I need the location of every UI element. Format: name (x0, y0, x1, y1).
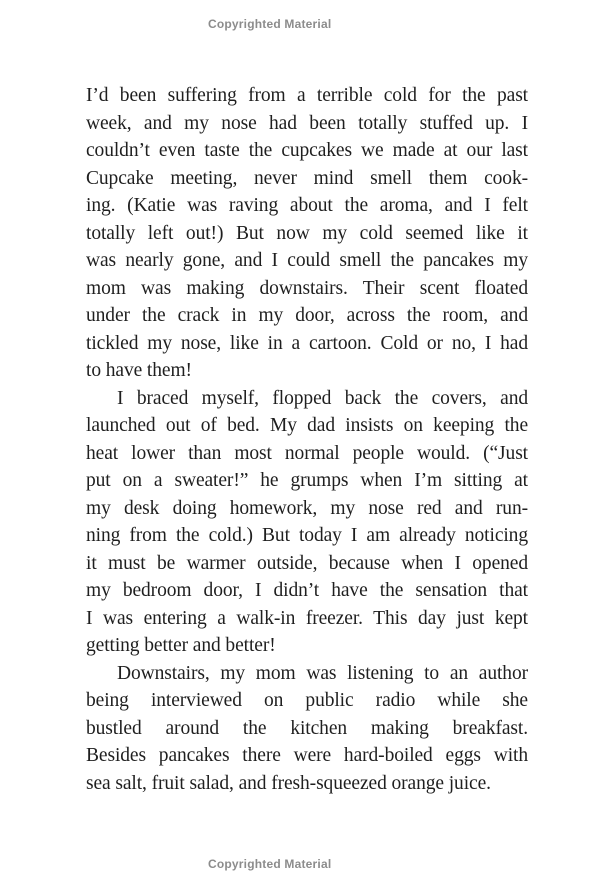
text-line: I was entering a walk-in freezer. This day just kept (86, 607, 528, 629)
text-line: being interviewed on public radio while she (86, 690, 528, 711)
text-line: I’d been suffering from a terrible cold for the past (86, 85, 528, 106)
paragraph (86, 660, 528, 798)
text-line: totally left out!) But now my cold seemed like it (86, 222, 528, 244)
paragraph (86, 385, 528, 660)
text-line: mom was making downstairs. Their scent floated (86, 277, 528, 299)
text-line: it must be warmer outside, because when I opened (86, 552, 528, 574)
text-line: under the crack in my door, across the room, and (86, 305, 528, 326)
text-line: tickled my nose, like in a cartoon. Cold or no, I had (86, 332, 528, 354)
copyright-notice-bottom: Copyrighted Material (208, 857, 332, 871)
text-line: I braced myself, flopped back the covers, and (117, 387, 528, 409)
text-line: couldn’t even taste the cupcakes we made at our last (86, 140, 528, 161)
text-line: getting better and better! (86, 635, 276, 656)
text-line: ing. (Katie was raving about the aroma, and I felt (86, 195, 528, 216)
text-line: Cupcake meeting, never mind smell them cook- (86, 167, 528, 189)
text-line: was nearly gone, and I could smell the pancakes my (86, 250, 528, 271)
text-line: heat lower than most normal people would. (“Just (86, 442, 528, 464)
text-line: bustled around the kitchen making breakfast. (86, 717, 528, 739)
text-line: ning from the cold.) But today I am already noticing (86, 525, 528, 546)
text-line: week, and my nose had been totally stuffed up. I (86, 112, 528, 134)
text-line: to have them! (86, 360, 192, 381)
text-line: my bedroom door, I didn’t have the sensation that (86, 580, 528, 601)
copyright-notice-top: Copyrighted Material (208, 17, 332, 31)
text-line: my desk doing homework, my nose red and run- (86, 497, 528, 519)
text-line: sea salt, fruit salad, and fresh-squeezed orange juice. (86, 772, 491, 794)
page-text (86, 82, 528, 797)
text-line: launched out of bed. My dad insists on keeping the (86, 415, 528, 436)
text-line: put on a sweater!” he grumps when I’m sitting at (86, 470, 528, 491)
paragraph (86, 82, 528, 385)
text-line: Besides pancakes there were hard-boiled eggs with (86, 745, 528, 766)
text-line: Downstairs, my mom was listening to an author (117, 662, 528, 684)
